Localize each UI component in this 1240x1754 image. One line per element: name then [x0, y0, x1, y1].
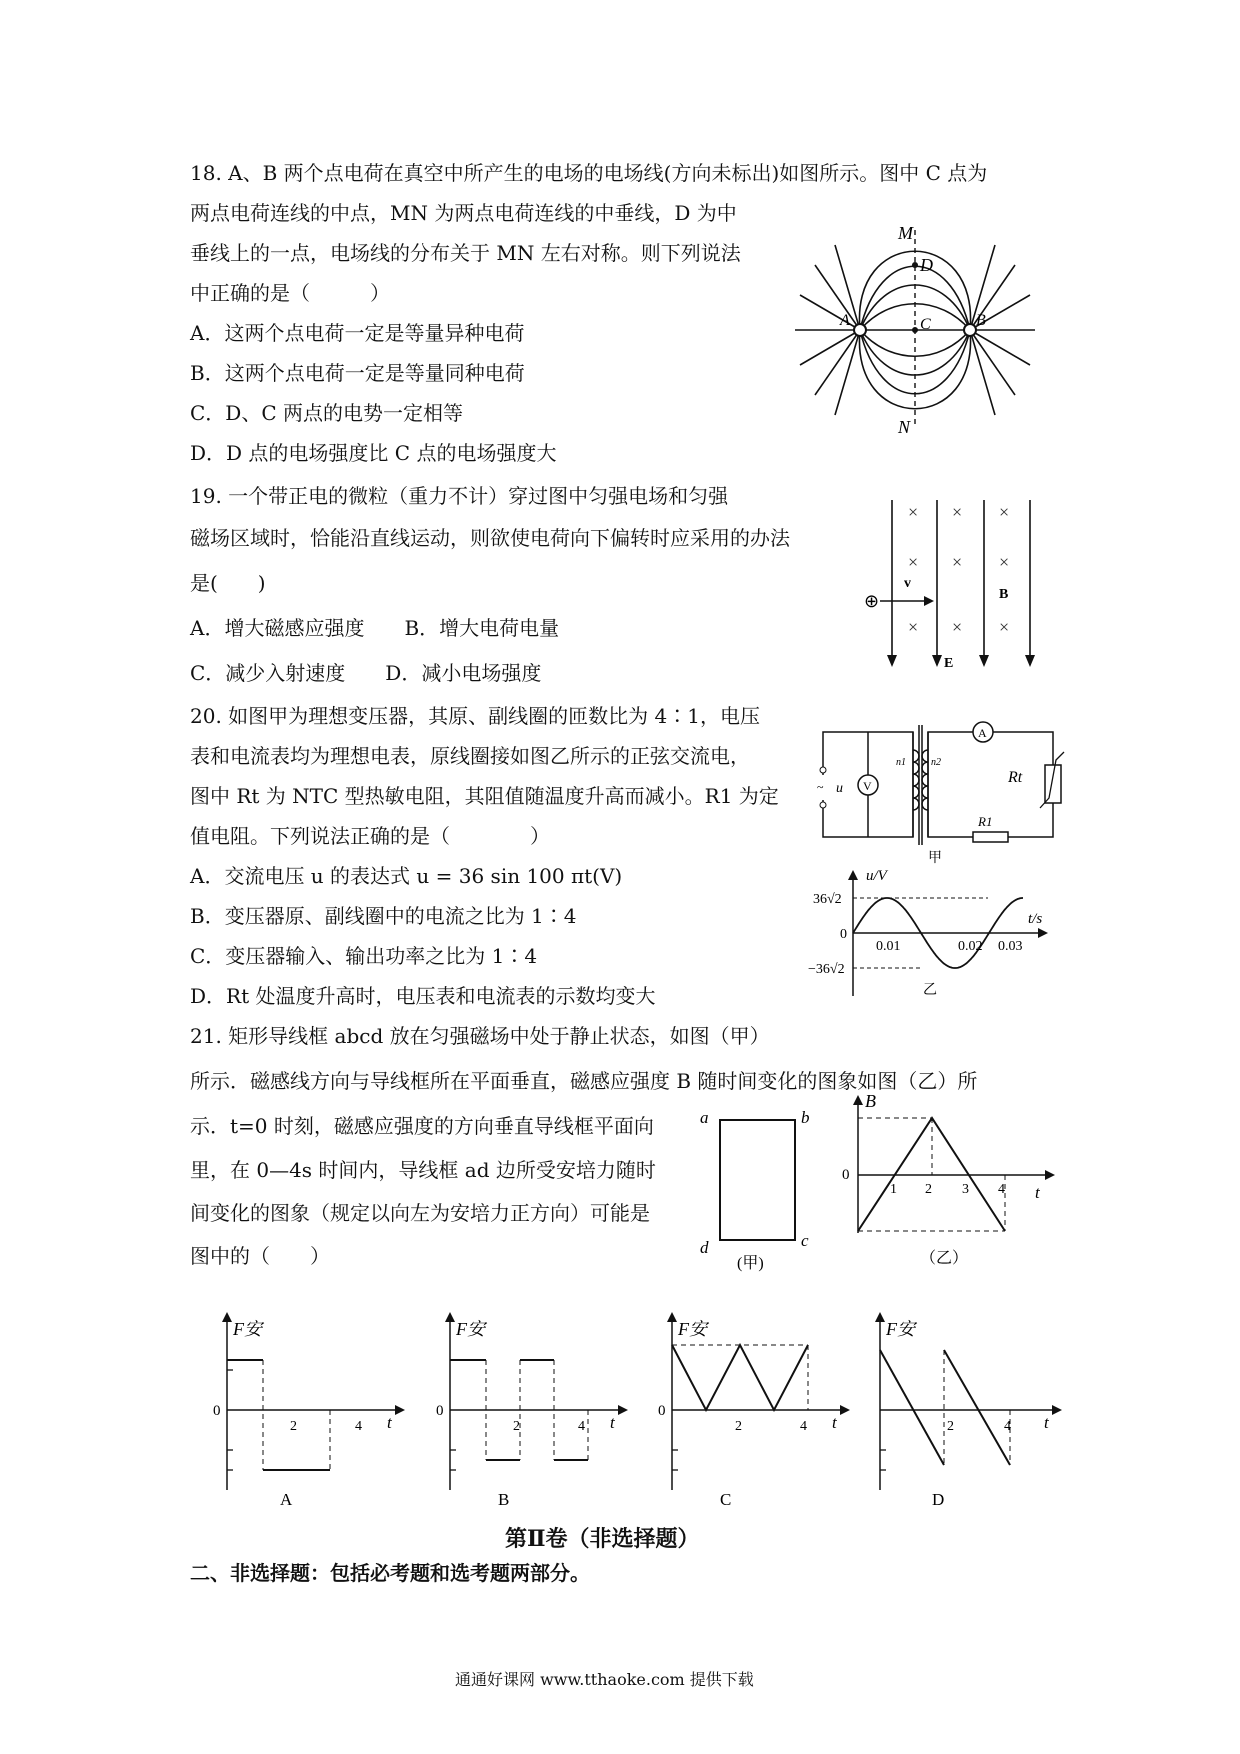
q20-option-d: D．Rt 处温度升高时，电压表和电流表的示数均变大 [190, 984, 656, 1008]
wave-neg-label: −36√2 [808, 962, 845, 977]
svg-text:3: 3 [962, 1182, 969, 1197]
b-graph-caption: （乙） [920, 1250, 969, 1267]
svg-text:×: × [952, 617, 963, 637]
answer-d-label: D [932, 1490, 945, 1509]
svg-text:A: A [978, 726, 987, 740]
label-u: u [836, 781, 843, 796]
wave-t3: 0.03 [998, 939, 1023, 954]
svg-text:×: × [999, 617, 1010, 637]
q18-line-4: 中正确的是（ ） [190, 281, 390, 305]
q20-option-a: A．交流电压 u 的表达式 u = 36 sin 100 πt(V) [190, 864, 623, 888]
q20-circuit-figure [818, 720, 1058, 865]
q19-line-2: 磁场区域时，恰能沿直线运动，则欲使电荷向下偏转时应采用的办法 [190, 526, 790, 550]
svg-text:2: 2 [735, 1419, 742, 1434]
label-e: E [944, 656, 954, 671]
q19-line-3: 是( ) [190, 571, 266, 595]
resistor-icon [973, 832, 1008, 842]
wave-origin: 0 [840, 927, 847, 942]
wave-ylabel: u/V [866, 868, 887, 884]
svg-text:1: 1 [890, 1182, 897, 1197]
charge-b [964, 324, 976, 336]
q20-option-c: C．变压器输入、输出功率之比为 1∶4 [190, 944, 538, 968]
svg-text:0: 0 [213, 1403, 221, 1419]
q20-option-b: B．变压器原、副线圈中的电流之比为 1∶4 [190, 904, 577, 928]
svg-text:0: 0 [436, 1403, 444, 1419]
answer-c-label: C [720, 1490, 732, 1509]
svg-text:b: b [801, 1108, 810, 1127]
q18-option-a: A．这两个点电荷一定是等量异种电荷 [190, 321, 525, 345]
wave-t1: 0.01 [876, 939, 901, 954]
svg-text:×: × [952, 502, 963, 522]
svg-text:c: c [801, 1231, 809, 1250]
frame-caption: (甲) [737, 1255, 764, 1272]
q18-field-lines-figure [790, 225, 1040, 435]
wave-caption: 乙 [923, 983, 937, 998]
svg-text:0: 0 [658, 1403, 666, 1419]
b-graph-xlabel: t [1035, 1183, 1040, 1202]
charge-a [854, 324, 866, 336]
label-m: M [898, 223, 913, 243]
q18-option-c: C．D、C 两点的电势一定相等 [190, 401, 463, 425]
svg-text:t: t [832, 1413, 837, 1432]
q21-line-5: 间变化的图象（规定以向左为安培力正方向）可能是 [190, 1201, 650, 1225]
svg-text:4: 4 [355, 1419, 362, 1434]
svg-text:2: 2 [925, 1182, 932, 1197]
svg-text:×: × [952, 552, 963, 572]
svg-text:×: × [908, 552, 919, 572]
label-v: v [904, 576, 911, 591]
wave-pos-label: 36√2 [813, 892, 842, 907]
label-rt: Rt [1008, 769, 1023, 786]
q18-option-d: D．D 点的电场强度比 C 点的电场强度大 [190, 441, 557, 465]
svg-text:4: 4 [998, 1182, 1005, 1197]
svg-text:d: d [700, 1238, 709, 1257]
svg-text:×: × [999, 552, 1010, 572]
q21-line-2: 所示．磁感线方向与导线框所在平面垂直，磁感应强度 B 随时间变化的图象如图（乙）所 [190, 1069, 978, 1093]
answer-b-label: B [498, 1490, 510, 1509]
q20-line-2: 表和电流表均为理想电表，原线圈接如图乙所示的正弦交流电， [190, 744, 750, 768]
page-footer: 通通好课网 www.tthaoke.com 提供下载 [455, 1670, 754, 1689]
label-n: N [898, 417, 911, 437]
q19-field-figure [862, 495, 1052, 675]
answer-a-label: A [280, 1490, 293, 1509]
b-graph-ylabel: B [865, 1091, 876, 1111]
thermistor-icon [1045, 765, 1061, 803]
q21-line-6: 图中的（ ） [190, 1244, 330, 1268]
q20-line-1: 20. 如图甲为理想变压器，其原、副线圈的匝数比为 4∶1，电压 [190, 704, 760, 728]
svg-text:V: V [863, 779, 872, 793]
answer-graph-b [428, 1300, 628, 1510]
answer-graph-a [205, 1300, 405, 1510]
circuit-caption: 甲 [928, 851, 942, 866]
q21-b-graph [840, 1093, 1060, 1273]
q21-line-4: 里，在 0—4s 时间内，导线框 ad 边所受安培力随时 [190, 1158, 656, 1182]
label-d: D [920, 255, 933, 275]
label-n1: n1 [896, 757, 906, 768]
svg-text:t: t [387, 1413, 392, 1432]
label-b: B [976, 312, 986, 329]
svg-text:2: 2 [290, 1419, 297, 1434]
svg-text:~: ~ [817, 780, 824, 794]
answer-graph-d [862, 1300, 1062, 1510]
q18-line-3: 垂线上的一点，电场线的分布关于 MN 左右对称。则下列说法 [190, 241, 741, 265]
answer-graph-c [650, 1300, 850, 1510]
positive-charge-icon: ⊕ [864, 591, 880, 611]
label-a: A [840, 312, 850, 329]
part-two-heading: 二、非选择题：包括必考题和选考题两部分。 [190, 1561, 590, 1585]
svg-text:F安: F安 [886, 1319, 915, 1339]
wave-t2: 0.02 [958, 939, 983, 954]
label-c: C [920, 316, 931, 333]
q20-line-4: 值电阻。下列说法正确的是（ ） [190, 824, 550, 848]
q21-line-3: 示．t=0 时刻，磁感应强度的方向垂直导线框平面向 [190, 1114, 654, 1138]
svg-text:F安: F安 [678, 1319, 707, 1339]
svg-text:×: × [908, 617, 919, 637]
wire-frame [720, 1120, 795, 1240]
q19-options-row-2: C．减少入射速度 D．减小电场强度 [190, 661, 542, 685]
wave-xlabel: t/s [1028, 911, 1043, 927]
q19-line-1: 19. 一个带正电的微粒（重力不计）穿过图中匀强电场和匀强 [190, 484, 729, 508]
svg-text:a: a [700, 1108, 709, 1127]
svg-text:2: 2 [947, 1419, 954, 1434]
q21-frame-figure [695, 1108, 820, 1273]
label-n2: n2 [931, 757, 941, 768]
svg-text:t: t [1044, 1413, 1049, 1432]
q18-line-2: 两点电荷连线的中点，MN 为两点电荷连线的中垂线，D 为中 [190, 201, 737, 225]
q19-options-row-1: A．增大磁感应强度 B．增大电荷电量 [190, 616, 560, 640]
label-r1: R1 [978, 814, 993, 829]
svg-text:t: t [610, 1413, 615, 1432]
q18-line-1: 18. A、B 两个点电荷在真空中所产生的电场的电场线(方向未标出)如图所示。图中 C 点为 [190, 161, 988, 185]
svg-text:4: 4 [800, 1419, 807, 1434]
q20-voltage-wave-figure [808, 868, 1058, 998]
q18-option-b: B．这两个点电荷一定是等量同种电荷 [190, 361, 525, 385]
svg-text:F安: F安 [456, 1319, 485, 1339]
b-graph-origin: 0 [842, 1167, 850, 1183]
q21-line-1: 21. 矩形导线框 abcd 放在匀强磁场中处于静止状态，如图（甲） [190, 1024, 770, 1048]
svg-text:2: 2 [513, 1419, 520, 1434]
svg-text:4: 4 [578, 1419, 585, 1434]
svg-text:×: × [999, 502, 1010, 522]
label-b: B [999, 587, 1009, 602]
q20-line-3: 图中 Rt 为 NTC 型热敏电阻，其阻值随温度升高而减小。R1 为定 [190, 784, 779, 808]
part-two-title: 第Ⅱ卷（非选择题） [505, 1526, 700, 1552]
svg-text:×: × [908, 502, 919, 522]
svg-text:4: 4 [1004, 1419, 1011, 1434]
svg-text:F安: F安 [233, 1319, 262, 1339]
